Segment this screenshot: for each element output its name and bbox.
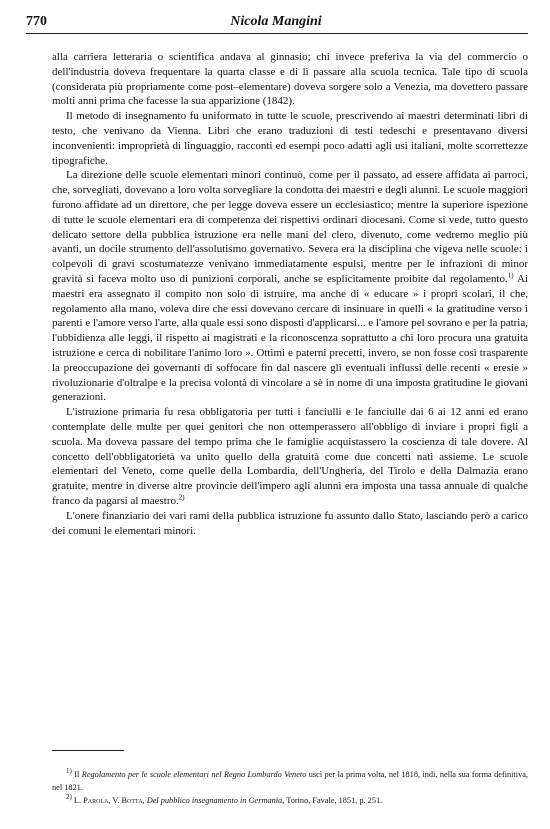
paragraph-text: La direzione delle scuole elementari minori continuò, come per il passato, ad essere affidata ai parroci, che, sorvegliati, dovevano a loro volta sorvegliare la condotta dei maestri e degli alunni. Le scuole maggiori furono affidate ad un direttore, che per legge doveva essere un ecclesiastico; mentre la superiore ispezione di tutte le scuole elementari era di competenza dei rispettivi ordinari diocesani. Come si vede, tutto questo delicato settore della pubblica istruzione era nelle mani del clero, divenuto, come vedremo meglio più avanti, un docile strumento dell'assolutismo governativo. Severa era la disciplina che vigeva nelle scuole: i colpevoli di gravi scostumatezze venivano immediatamente espulsi, mentre per le infrazioni di minor gravità si faceva molto uso di punizioni corporali, anche se esplicitamente proibite dal regolamento. — [52, 169, 528, 285]
footnote-title: Del pubblico insegnamento in Germania, — [146, 796, 285, 805]
paragraph-text: L'istruzione primaria fu resa obbligatoria per tutti i fanciulli e le fanciulle dai 6 ai 12 anni ed erano contemplate delle multe per quei genitori che non ottemperassero all'obbligo di inviare i propri figli a scuola. Ma doveva passare del tempo prima che le famiglie acquistassero la coscienza di tale dovere. Al concetto dell'obbligatorietà va unito quello della gratuità come due concetti nati assieme. Le scuole elementari del Veneto, come quelle della Lombardia, dell'Ungheria, del Tirolo e della Dalmazia erano gratuite, mentre in diverse altre provincie dell'impero agli alunni era imposta una tassa annuale di qualche franco da pagarsi al maestro. — [52, 406, 528, 507]
footnotes — [52, 768, 528, 807]
running-head-author: Nicola Mangini — [230, 14, 322, 29]
paragraph: L'onere finanziario dei vari rami della pubblica istruzione fu assunto dallo Stato, lasciando però a carico dei comuni le elementari minori. — [52, 509, 528, 537]
paragraph-text: Ai maestri era assegnato il compito non solo di istruire, ma anche di « educare » i propri scolari, il che, regolamento alla mano, voleva dire che essi dovevano cercare di insinuare in quelli « la gratitudine verso i parenti e l'amore verso l'arte, alla quale essi sono disposti d'applicarsi... e l'amore pel sovrano e per la patria, l'ubbidienza alle leggi, il rispetto ai magistrati e la riconoscenza soprattutto a chi loro procura una gratuita istruzione e cerca di nobilitare l'animo loro ». Ottimi e paterni precetti, invero, se non fosse così trasparente la preoccupazione dei governanti di soffocare fin dal nascere gli eventuali influssi delle recenti « eresie » rivoluzionarie d'oltralpe e la precisa volontà di vincolare a sè in nome di una imposta gratitudine le giovani generazioni. — [52, 272, 528, 404]
header-rule — [26, 33, 528, 34]
note-mark: 1) — [507, 271, 514, 280]
footnote-number: 1) — [66, 767, 72, 776]
footnote-rule — [52, 750, 124, 751]
running-header — [26, 10, 526, 34]
body-text — [52, 50, 528, 538]
footnote-text: Torino, Favale, 1851, p. 251. — [286, 796, 383, 805]
page-number: 770 — [26, 14, 47, 29]
paragraph: alla carriera letteraria o scientifica andava al ginnasio; chi invece preferiva la via del commercio o dell'industria doveva frequentare la quarta classe e di lì passare alla scuola tecnica. Tale tipo di scuola (considerata più propriamente come post–elementare) doveva sorgere solo a Venezia, ma dovettero passare molti anni prima che facesse la sua apparizione (1842). — [52, 51, 528, 108]
paragraph: Il metodo di insegnamento fu uniformato in tutte le scuole, prescrivendo ai maestri determinati libri di testo, che venivano da Vienna. Libri che erano traduzioni di testi tedeschi e presentavano diversi inconvenienti: improprietà di linguaggio, racconti ed esempi poco adatti agli usi italiani, molte scorrettezze tipografiche. — [52, 110, 528, 167]
note-mark: 2) — [178, 493, 185, 502]
footnote-text: Il — [74, 770, 80, 779]
footnote-title: Regolamento per le scuole elementari nel Regno Lombardo Veneto — [81, 770, 307, 779]
footnote-number: 2) — [66, 793, 72, 802]
footnote-2 — [52, 794, 528, 807]
paragraph — [52, 168, 528, 405]
paragraph — [52, 405, 528, 509]
footnote-authors: L. Parola, V. Botta, — [73, 796, 145, 805]
footnote-1 — [52, 768, 528, 794]
footnote-text: uscì per la prima volta, nel 1818, indi, nella sua forma definitiva, nel 1821. — [52, 770, 528, 792]
